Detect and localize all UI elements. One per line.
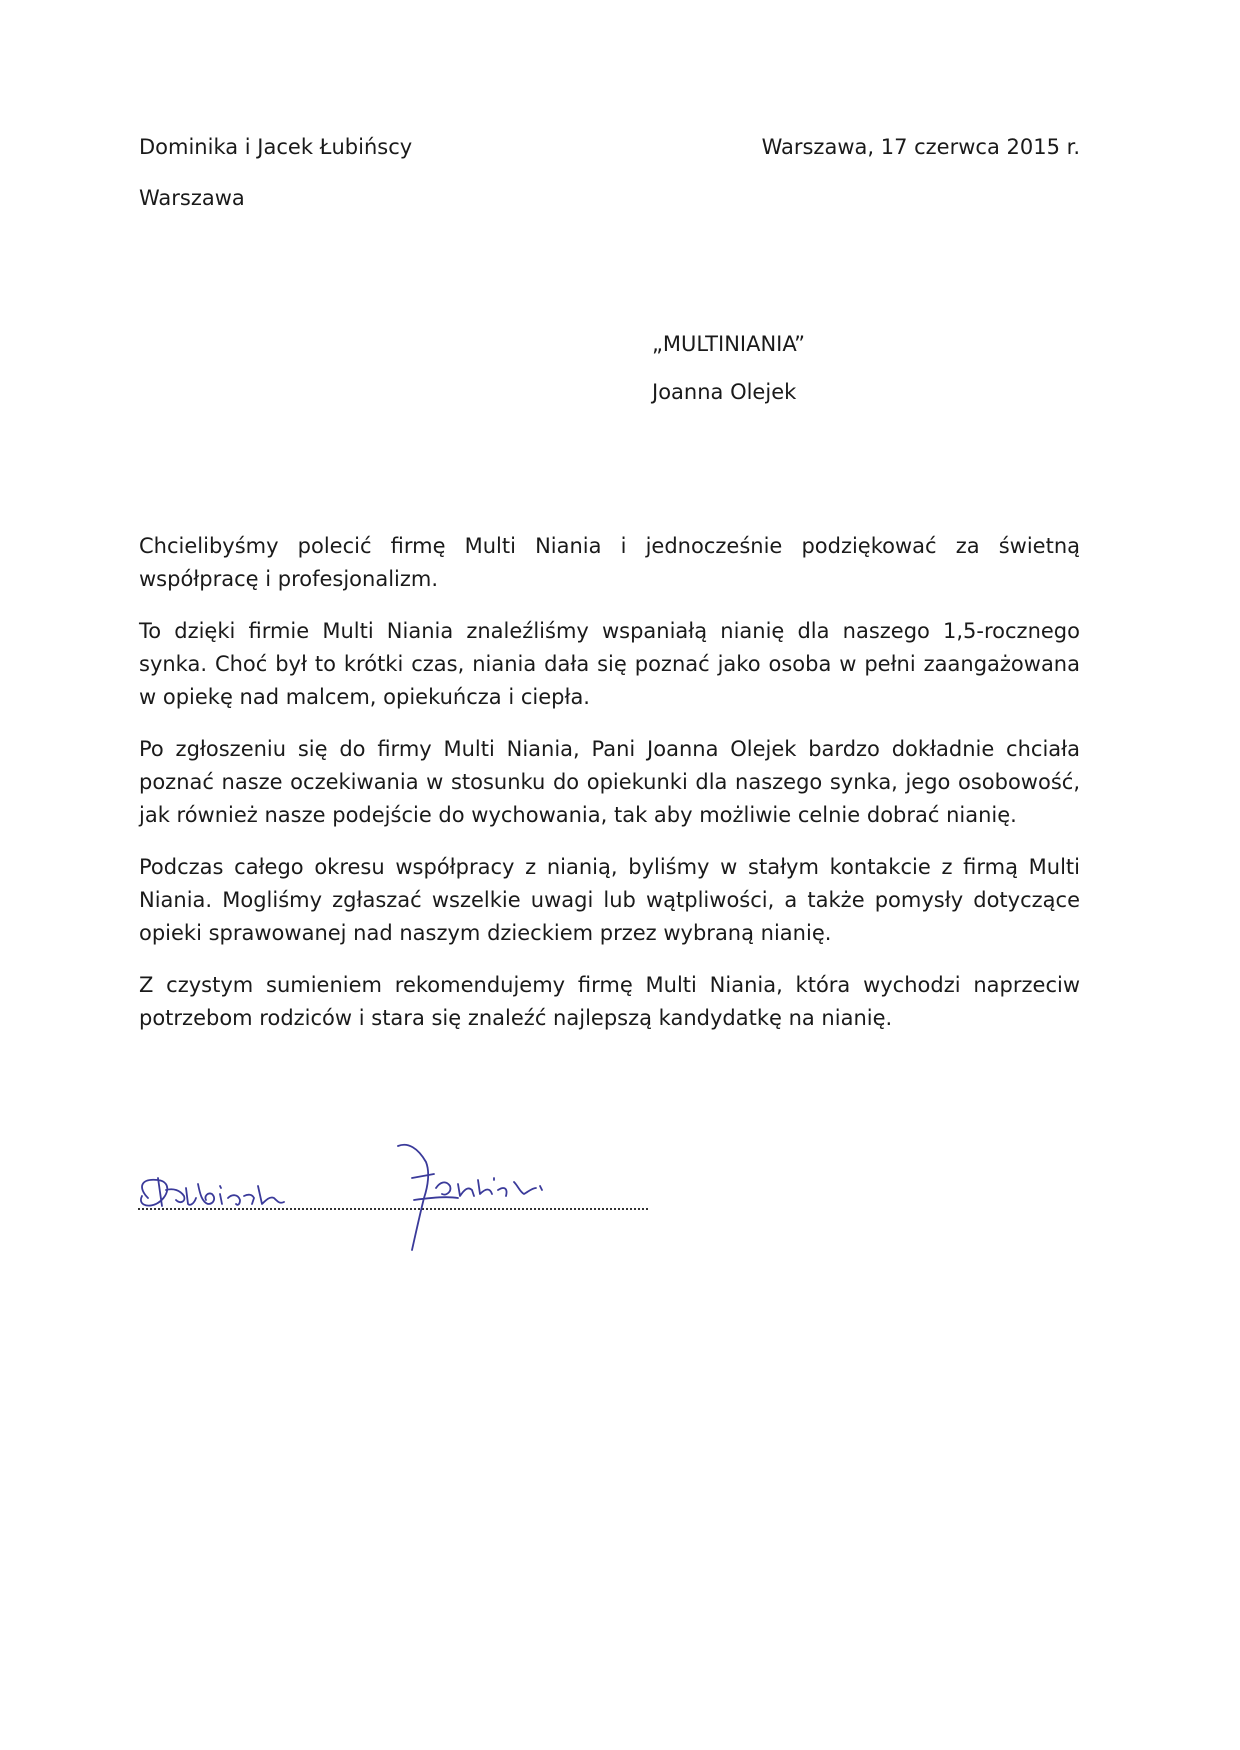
paragraph: To dzięki firmie Multi Niania znaleźliśmy wspaniałą nianię dla naszego 1,5-rocznego synka. Choć był to krótki czas, niania dała się poznać jako osoba w pełni zaangażowana w opiekę nad malcem, opiekuńcza i ciepła.	[139, 619, 1080, 709]
place-date: Warszawa, 17 czerwca 2015 r.	[761, 135, 1080, 159]
paragraph: Po zgłoszeniu się do firmy Multi Niania, Pani Joanna Olejek bardzo dokładnie chciała poznać nasze oczekiwania w stosunku do opiekunki dla naszego synka, jego osobowość, jak również nasze podejście do wychowania, tak aby możliwie celnie dobrać nianię.	[139, 737, 1080, 827]
paragraph: Podczas całego okresu współpracy z nianią, byliśmy w stałym kontakcie z firmą Multi Niania. Mogliśmy zgłaszać wszelkie uwagi lub wątpliwości, a także pomysły dotyczące opieki sprawowanej nad naszym dzieckiem przez wybraną nianię.	[139, 855, 1080, 945]
signature-second	[398, 1145, 542, 1250]
signature-block	[128, 1138, 648, 1258]
recipient-block	[652, 330, 805, 406]
signature-first	[141, 1178, 284, 1206]
recipient-company: „MULTINIANIA”	[652, 332, 806, 356]
sender-name: Dominika i Jacek Łubińscy	[139, 135, 413, 159]
handwritten-signatures	[128, 1138, 648, 1258]
paragraph: Z czystym sumieniem rekomendujemy firmę Multi Niania, która wychodzi naprzeciw potrzebom rodziców i stara się znaleźć najlepszą kandydatkę na nianię.	[139, 973, 1080, 1030]
letter-body	[139, 530, 1080, 1054]
sender-city: Warszawa	[139, 186, 245, 210]
paragraph: Chcielibyśmy polecić firmę Multi Niania i jednocześnie podziękować za świetną współpracę i profesjonalizm.	[139, 534, 1080, 591]
recipient-person: Joanna Olejek	[652, 380, 797, 404]
